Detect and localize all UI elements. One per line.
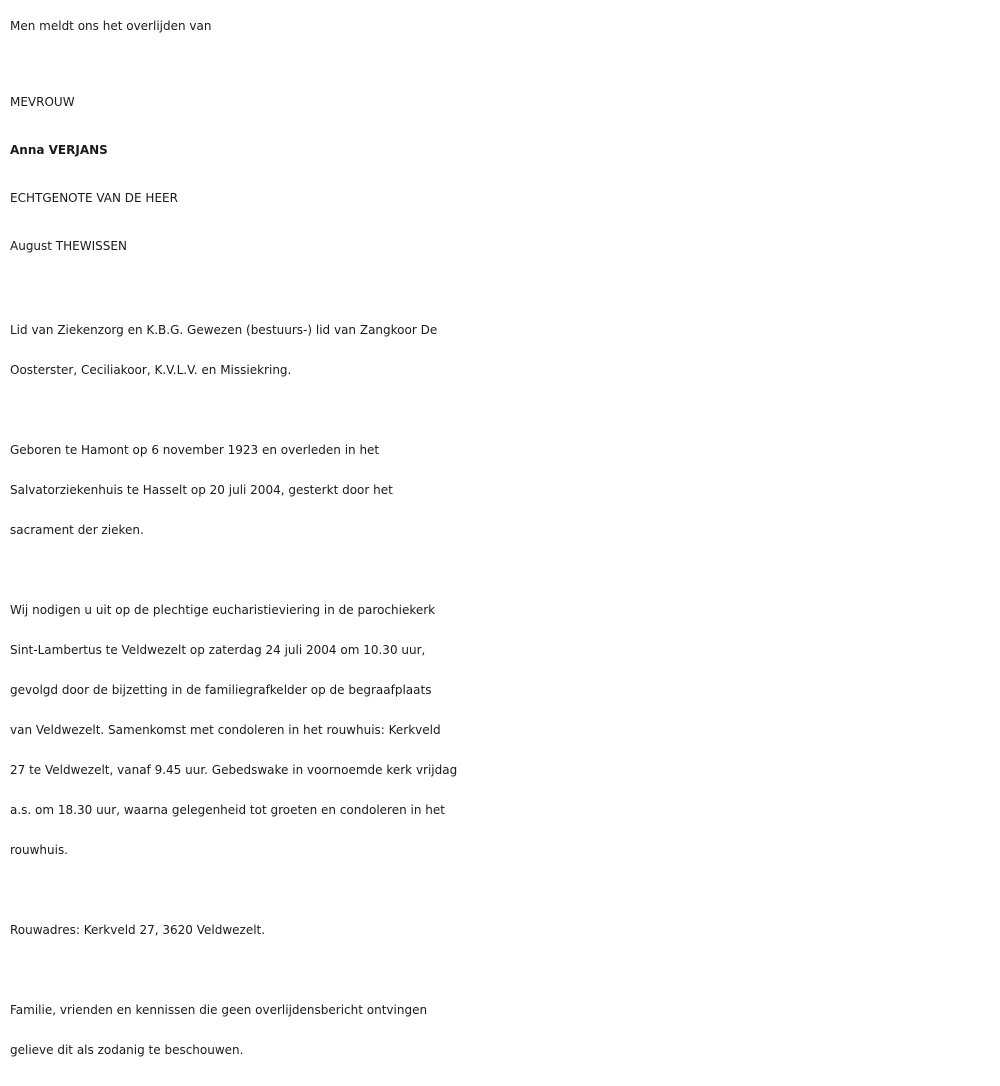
paragraph-line: Wij nodigen u uit op de plechtige eucharistieviering in de parochiekerk (10, 603, 436, 617)
paragraph-line: a.s. om 18.30 uur, waarna gelegenheid tot groeten en condoleren in het (10, 803, 445, 817)
deceased-block (10, 78, 995, 270)
paragraph-line: rouwhuis. (10, 843, 69, 857)
spouse-name: August THEWISSEN (10, 239, 127, 253)
spacer (10, 270, 995, 310)
paragraph-line: Sint-Lambertus te Veldwezelt op zaterdag 24 juli 2004 om 10.30 uur, (10, 643, 426, 657)
paragraph-line: 27 te Veldwezelt, vanaf 9.45 uur. Gebedswake in voornoemde kerk vrijdag (10, 763, 458, 777)
paragraph-line: gelieve dit als zodanig te beschouwen. (10, 1043, 244, 1057)
paragraph-line: van Veldwezelt. Samenkomst met condoleren in het rouwhuis: Kerkveld (10, 723, 441, 737)
paragraph-line: Oosterster, Ceciliakoor, K.V.L.V. en Missiekring. (10, 363, 292, 377)
invitation-paragraph (10, 590, 995, 870)
spacer (10, 950, 995, 990)
paragraph-line: Lid van Ziekenzorg en K.B.G. Gewezen (bestuurs-) lid van Zangkoor De (10, 323, 438, 337)
birth-death-paragraph (10, 430, 995, 550)
spacer (10, 390, 995, 430)
mourning-address: Rouwadres: Kerkveld 27, 3620 Veldwezelt. (10, 923, 266, 937)
deceased-name: Anna VERJANS (10, 143, 108, 157)
paragraph-line: Familie, vrienden en kennissen die geen overlijdensbericht ontvingen (10, 1003, 428, 1017)
spacer (10, 870, 995, 910)
intro-text: Men meldt ons het overlijden van (10, 19, 212, 33)
deceased-title: MEVROUW (10, 95, 75, 109)
obituary-notice (10, 6, 995, 1070)
paragraph-line: Geboren te Hamont op 6 november 1923 en overleden in het (10, 443, 380, 457)
paragraph-line: Salvatorziekenhuis te Hasselt op 20 juli 2004, gesterkt door het (10, 483, 393, 497)
closing-paragraph (10, 990, 995, 1070)
paragraph-line: gevolgd door de bijzetting in de familiegrafkelder op de begraafplaats (10, 683, 432, 697)
deceased-relation: ECHTGENOTE VAN DE HEER (10, 191, 178, 205)
spacer (10, 46, 995, 78)
spacer (10, 550, 995, 590)
paragraph-line: sacrament der zieken. (10, 523, 144, 537)
membership-paragraph (10, 310, 995, 390)
